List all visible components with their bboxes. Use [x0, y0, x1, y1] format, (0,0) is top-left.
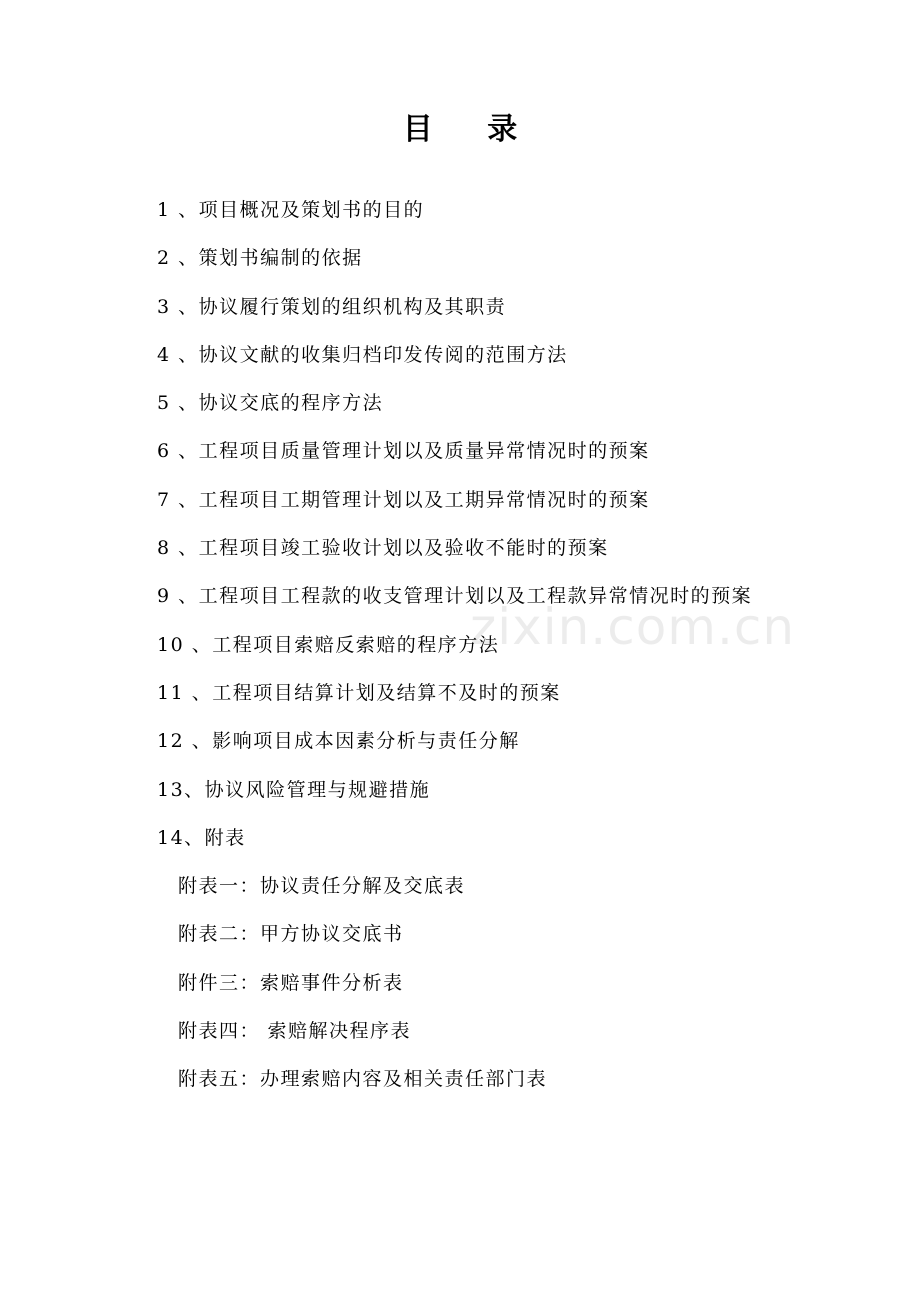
toc-item: 11 、工程项目结算计划及结算不及时的预案 — [157, 681, 561, 704]
toc-item: 7 、工程项目工期管理计划以及工期异常情况时的预案 — [157, 488, 650, 511]
toc-item: 14、附表 — [157, 826, 246, 849]
toc-item: 1 、项目概况及策划书的目的 — [157, 199, 425, 221]
appendix-item: 附表二：甲方协议交底书 — [178, 923, 404, 946]
appendix-item: 附表一：协议责任分解及交底表 — [178, 875, 466, 898]
toc-item: 8 、工程项目竣工验收计划以及验收不能时的预案 — [157, 537, 609, 560]
toc-item: 10 、工程项目索赔反索赔的程序方法 — [157, 633, 500, 656]
page-title: 目 录 — [402, 112, 540, 147]
appendix-item: 附表四： 索赔解决程序表 — [178, 1020, 412, 1043]
appendix-item: 附表五：办理索赔内容及相关责任部门表 — [178, 1068, 548, 1091]
toc-item: 2 、策划书编制的依据 — [157, 247, 363, 270]
toc-item: 13、协议风险管理与规避措施 — [157, 778, 431, 801]
watermark: zixin.com.cn — [470, 598, 796, 656]
toc-item: 12 、影响项目成本因素分析与责任分解 — [157, 730, 520, 753]
toc-item: 9 、工程项目工程款的收支管理计划以及工程款异常情况时的预案 — [157, 585, 753, 608]
appendix-item: 附件三：索赔事件分析表 — [178, 971, 404, 994]
toc-item: 4 、协议文献的收集归档印发传阅的范围方法 — [157, 343, 568, 366]
toc-item: 5 、协议交底的程序方法 — [157, 392, 384, 415]
toc-item: 3 、协议履行策划的组织机构及其职责 — [157, 295, 507, 318]
toc-item: 6 、工程项目质量管理计划以及质量异常情况时的预案 — [157, 440, 650, 463]
